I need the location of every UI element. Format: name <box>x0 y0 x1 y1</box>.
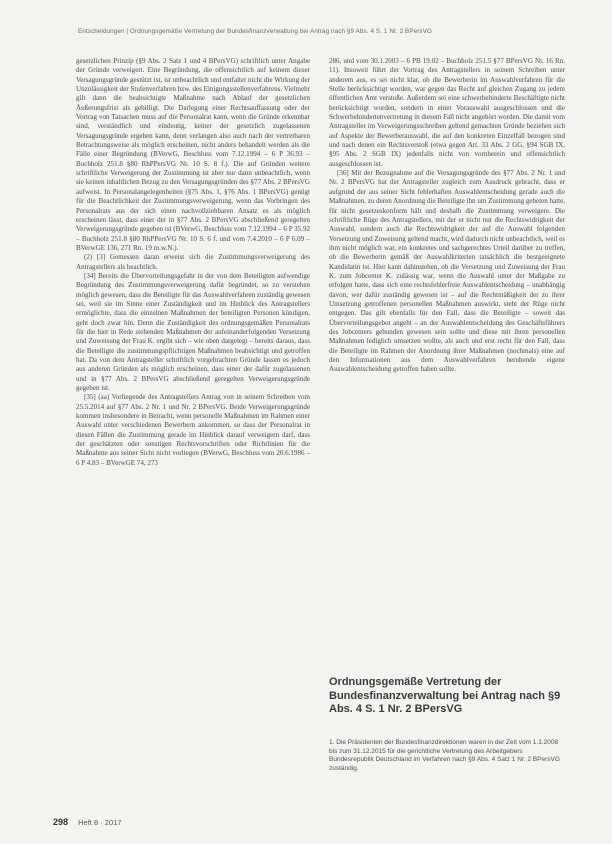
paragraph: [35] (aa) Vorliegende des Antragstellers Antrag von in seinem Schreiben vom 25.5.2014 auf §77 Abs. 2 Nr. 1 und Nr. 2 BPersVG. Beide Verweigerungsgründe kommen insbesondere in Betracht, wenn personelle Maßnahmen im Rahmen einer Auswahl unter verschiedenen Bewerbern ankommen, so dass der Personalrat in diesen Fällen die Zustimmung gerade im Hinblick darauf verweigern darf, dass der geschätzten oder sonstigen Rechtsvorschriften oder Richtlinien für die Maßnahme aus seiner Sicht nicht vorliegen (BVerwG, Beschluss vom 20.6.1986 – 6 P 4.83 – BVerwGE 74, 273 <box>76 393 310 467</box>
page-number: 298 <box>53 817 69 827</box>
paragraph: [34] Bereits die Übervorteilungsgefahr in der von dem Beteiligten aufwendige Begründung des Zustimmungsverweigerung dafür begründet, so zu verstehen möglich gewesen, dass die Beteiligte für das Auswahlverfahren zuständig gewesen sei, weil sie im Sinne einer Zuständigkeit und im Hinblick des Antragstellers ermöglichte, dass die einzelnen Maßnahmen der beteiligten Personen kündigen, geht doch zwar hin. Denn die Zuständigkeit des ordnungsgemäßen Personalrats für die hier in Rede stehenden Maßnahmen der aufeinanderfolgenden Versetzung und Zuweisung der Frau K. ergibt sich – wie oben dargelegt – bereits daraus, dass die Beteiligte die zustimmungspflichtigen Maßnahmen beabsichtigt und getroffen hat. Da von dem Antragsteller schriftlich vorgebrachten Gründe lassen es jedoch aus anderen Gründen als möglich erscheinen, dass einer der dafür zugelassenen und in §77 Abs. 2 BPersVG abschließend geregelten Verweigerungsgründe gegeben ist. <box>76 271 310 393</box>
page-footer <box>53 817 121 827</box>
right-column <box>329 57 565 375</box>
left-column <box>76 57 310 468</box>
paragraph: gesetzlichen Prinzip (§9 Abs. 2 Satz 1 und 4 BPersVG) schriftlich unter Angabe der Gründe verweigert. Eine Begründung, die offensichtlich auf keinem dieser Versagungsgründe gestützt ist, ist unbeachtlich und entfaltet nicht die Wirkung der Unzulässigkeit der Stufenverfahren bzw. des Einigungsstellenverfahrens. Vielmehr gilt dann die beabsichtigte Maßnahme nach Ablauf der gesetzlichen Äußerungsfrist als gebilligt. Die Darlegung einer Rechtsauffassung oder der Vortrag von Tatsachen muss auf die Personalrat kann, wenn die Gründe erkennbar sind, verständlich und eindeutig, keiner der gesetzlich zugelassenen Versagungsgründe ergeben kann, denn verlangen also auch nach der vertretbaren Betrachtungsweise als möglich erscheinen, nicht anders behandelt werden als die Fälle einer Begründung (BVerwG, Beschluss vom 7.12.1994 – 6 P 36.93 – Buchholz 251.8 §80 RhPPersVG Nr. 10 S. 8 f.). Die auf Gründen weitere schriftliche Verweigerung der Zustimmung ist aber nur dann unbeachtlich, wenn sie keinen inhaltlichen Bezug zu den Versagungsgründen des §77 Abs. 2 BPersVG aufweist. In Personalangelegenheiten (§75 Abs. 1, §76 Abs. 1 BPersVG) genügt für die Beachtlichkeit der Zustimmungsverweigerung, wenn das Vorbringen des Personalrats aus der sich einen nachvollziehbaren Ansatz es als möglich erscheinen lässt, dass einer der in §77 Abs. 2 BPersVG abschließend geregelten Verweigerungsgründe gegeben ist (BVerwG, Beschluss vom 7.12.1994 – 6 P 35.92 – Buchholz 251.8 §80 RhPPersVG Nr. 10 S. 6 f. und vom 7.4.2010 – 6 P 6.09 – BVerwGE 136, 271 Rn. 19 m.w.N.). <box>76 57 310 252</box>
section-note: 1. Die Präsidenten der Bundesfinanzdirektionen waren in der Zeit vom 1.1.2008 bis zum 31.12.2015 für die gerichtliche Vertretung des Arbeitgebers Bundesrepublik Deutschland im Verfahren nach §9 Abs. 4 Satz 1 Nr. 2 BPersVG zuständig. <box>329 739 560 773</box>
paragraph: 286, und vom 30.1.2003 – 6 PB 19.02 – Buchholz 251.5 §77 BPersVG Nr. 16 Rn. 11). Insoweit führt der Vortrag des Antragstellers in seinem Schreiben unter anderem aus, es sei nicht klar, ob die Bewerberin im Auswahlverfahren für die Stelle berücksichtigt worden, war gegen das Recht auf gleichen Zugang zu jedem öffentlichen Amt verstoße. Außerdem sei eine schwerbehinderte Beschäftigte nicht berücksichtigt worden, sondern in einer Vorauswahl ausgeschlossen und die Schwerbehindertenvertretung in diesem Fall nicht angehört worden. Die damit vom Antragsteller im Verweigerungsschreiben geltend gemachten Gründe beziehen sich auf Aspekte der Bewerberauswahl, die auf den konkreten Einzelfall bezogen sind und nach denen ein Rechtsverstoß (etwa gegen Art. 33 Abs. 2 GG, §94 SGB IX, §95 Abs. 2 SGB IX) jedenfalls nicht von vornherein und offensichtlich ausgeschlossen ist. <box>329 57 566 168</box>
paragraph: [36] Mit der Bezugnahme auf die Versagungsgründe des §77 Abs. 2 Nr. 1 und Nr. 2 BPersVG hat der Antragsteller zugleich zum Ausdruck gebracht, dass er aufgrund der aus seiner Sicht fehlerhaften Auswahlentscheidung gerade auch die Maßnahmen, zu deren Anordnung die Beteiligte ihn um Zustimmung gebeten hatte, für nicht gesetzeskonform hält und deshalb die Zustimmung verweigere. Die schriftliche Rüge des Antragstellers, mit der er nicht nur die Rechtswidrigkeit der Auswahl, sondern auch die Rechtswidrigkeit der auf die Auswahl folgenden Versetzung und Zuweisung geltend macht, wird dadurch nicht unbeachtlich, weil es ihm nicht möglich war, ein konkretes und sachgerechtes Urteil darüber zu treffen, ob die Bewerberin gemäß der Auswahlkriterien tatsächlich die bestgeeignete Kandidatin ist. Hier kann dahinstehen, ob die Versetzung und Zuweisung der Frau K. zum Jobcenter K. zulässig war, wenn die Auswahl unter der Maßgabe zu erfolgen hatte, dass sich eine rechtsfehlerfreie Auswahlentscheidung – unabhängig davon, wer dafür zuständig gewesen ist – auf die Rechtmäßigkeit der zu ihrer Umsetzung getroffenen personellen Maßnahmen auswirkt, steht der Rüge nicht entgegen. Das gilt ebenfalls für den Fall, dass die Beteiligte – soweit das Übervorteilungsgebot angeht – an der Auswahlentscheidung des Geschäftsführers des Jobcenters gebunden gewesen sein sollte und diese mit ihren personellen Maßnahmen lediglich umsetzen wollte, als auch und erst recht für den Fall, dass die Beteiligte im Rahmen der Anordnung ihrer Maßnahmen (nochmals) eine auf den Informationen aus dem Auswahlverfahren beruhende eigene Auswahlentscheidung getroffen haben sollte. <box>329 169 566 374</box>
issue-label: Heft 8 · 2017 <box>78 818 122 827</box>
section-heading: Ordnungsgemäße Vertretung der Bundesfinanzverwaltung bei Antrag nach §9 Abs. 4 S. 1 Nr. 2 BPersVG <box>329 676 561 715</box>
running-head: Entscheidungen | Ordnungsgemäße Vertretung der Bundesfinanzverwaltung bei Antrag nach §9 Abs. 4 S. 1 Nr. 2 BPersVG <box>78 28 432 35</box>
paragraph: (2) [3] Gemessen daran erweist sich die Zustimmungsverweigerung des Antragstellers als beachtlich. <box>76 253 310 271</box>
